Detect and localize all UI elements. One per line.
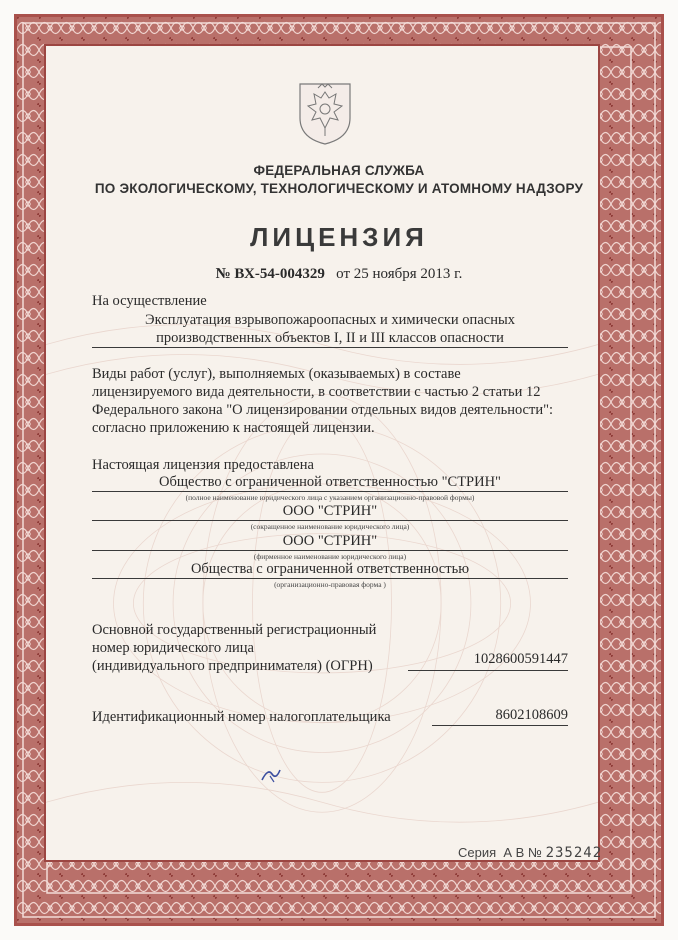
agency-name-line1: ФЕДЕРАЛЬНАЯ СЛУЖБА: [253, 163, 425, 178]
brand-name-underline: [92, 550, 568, 551]
document-title: ЛИЦЕНЗИЯ: [250, 222, 428, 252]
legal-form-caption: (организационно-правовая форма ): [274, 580, 386, 589]
works-line1: Виды работ (услуг), выполняемых (оказываемых) в составе: [92, 366, 461, 382]
short-name-caption: (сокращенное наименование юридического лица): [250, 522, 410, 531]
works-line3: Федерального закона "О лицензировании отдельных видов деятельности":: [92, 402, 554, 418]
coat-of-arms-icon: [296, 78, 354, 146]
series-block: [458, 845, 602, 861]
ogrn-label-line3: (индивидуального предпринимателя) (ОГРН): [92, 658, 373, 674]
licensee-brand-name: ООО "СТРИН": [282, 533, 378, 549]
licensee-label: Настоящая лицензия предоставлена: [92, 457, 314, 473]
number-sign: №: [215, 266, 231, 282]
inn-value: 8602108609: [495, 707, 568, 723]
ogrn-label-line2: номер юридического лица: [92, 640, 254, 656]
licensee-short-name: ООО "СТРИН": [282, 503, 378, 519]
license-number: ВХ-54-004329: [234, 266, 325, 282]
activity-underline: [92, 347, 568, 348]
licensee-legal-form: Общества с ограниченной ответственностью: [190, 561, 470, 577]
series-letters: А В: [503, 845, 525, 860]
activity-line2: производственных объектов I, II и III классов опасности: [156, 330, 504, 346]
license-number-line: [60, 266, 618, 283]
ink-mark-icon: [258, 764, 284, 786]
agency-name-line2: ПО ЭКОЛОГИЧЕСКОМУ, ТЕХНОЛОГИЧЕСКОМУ И АТОМНОМУ НАДЗОРУ: [94, 181, 584, 196]
works-line4: согласно приложению к настоящей лицензии.: [92, 420, 375, 436]
activity-label: На осуществление: [92, 293, 207, 309]
activity-line1: Эксплуатация взрывопожароопасных и химически опасных: [145, 312, 515, 328]
works-line2: лицензируемого вида деятельности, в соответствии с частью 2 статьи 12: [92, 384, 541, 400]
brand-name-caption: (фирменное наименование юридического лица): [253, 552, 407, 561]
inn-underline: [432, 725, 568, 726]
inn-label: Идентификационный номер налогоплательщика: [92, 709, 391, 725]
ogrn-value: 1028600591447: [473, 651, 568, 667]
licensee-full-name: Общество с ограниченной ответственностью "СТРИН": [159, 474, 501, 490]
ogrn-label-line1: Основной государственный регистрационный: [92, 622, 377, 638]
series-number-sign: №: [527, 845, 542, 860]
full-name-caption: (полное наименование юридического лица с указанием организационно-правовой формы): [185, 493, 475, 502]
series-label: Серия: [458, 845, 497, 860]
ogrn-underline: [408, 670, 568, 671]
full-name-underline: [92, 491, 568, 492]
legal-form-underline: [92, 578, 568, 579]
short-name-underline: [92, 520, 568, 521]
series-number: 235242: [545, 845, 603, 861]
license-date: от 25 ноября 2013 г.: [336, 266, 463, 282]
